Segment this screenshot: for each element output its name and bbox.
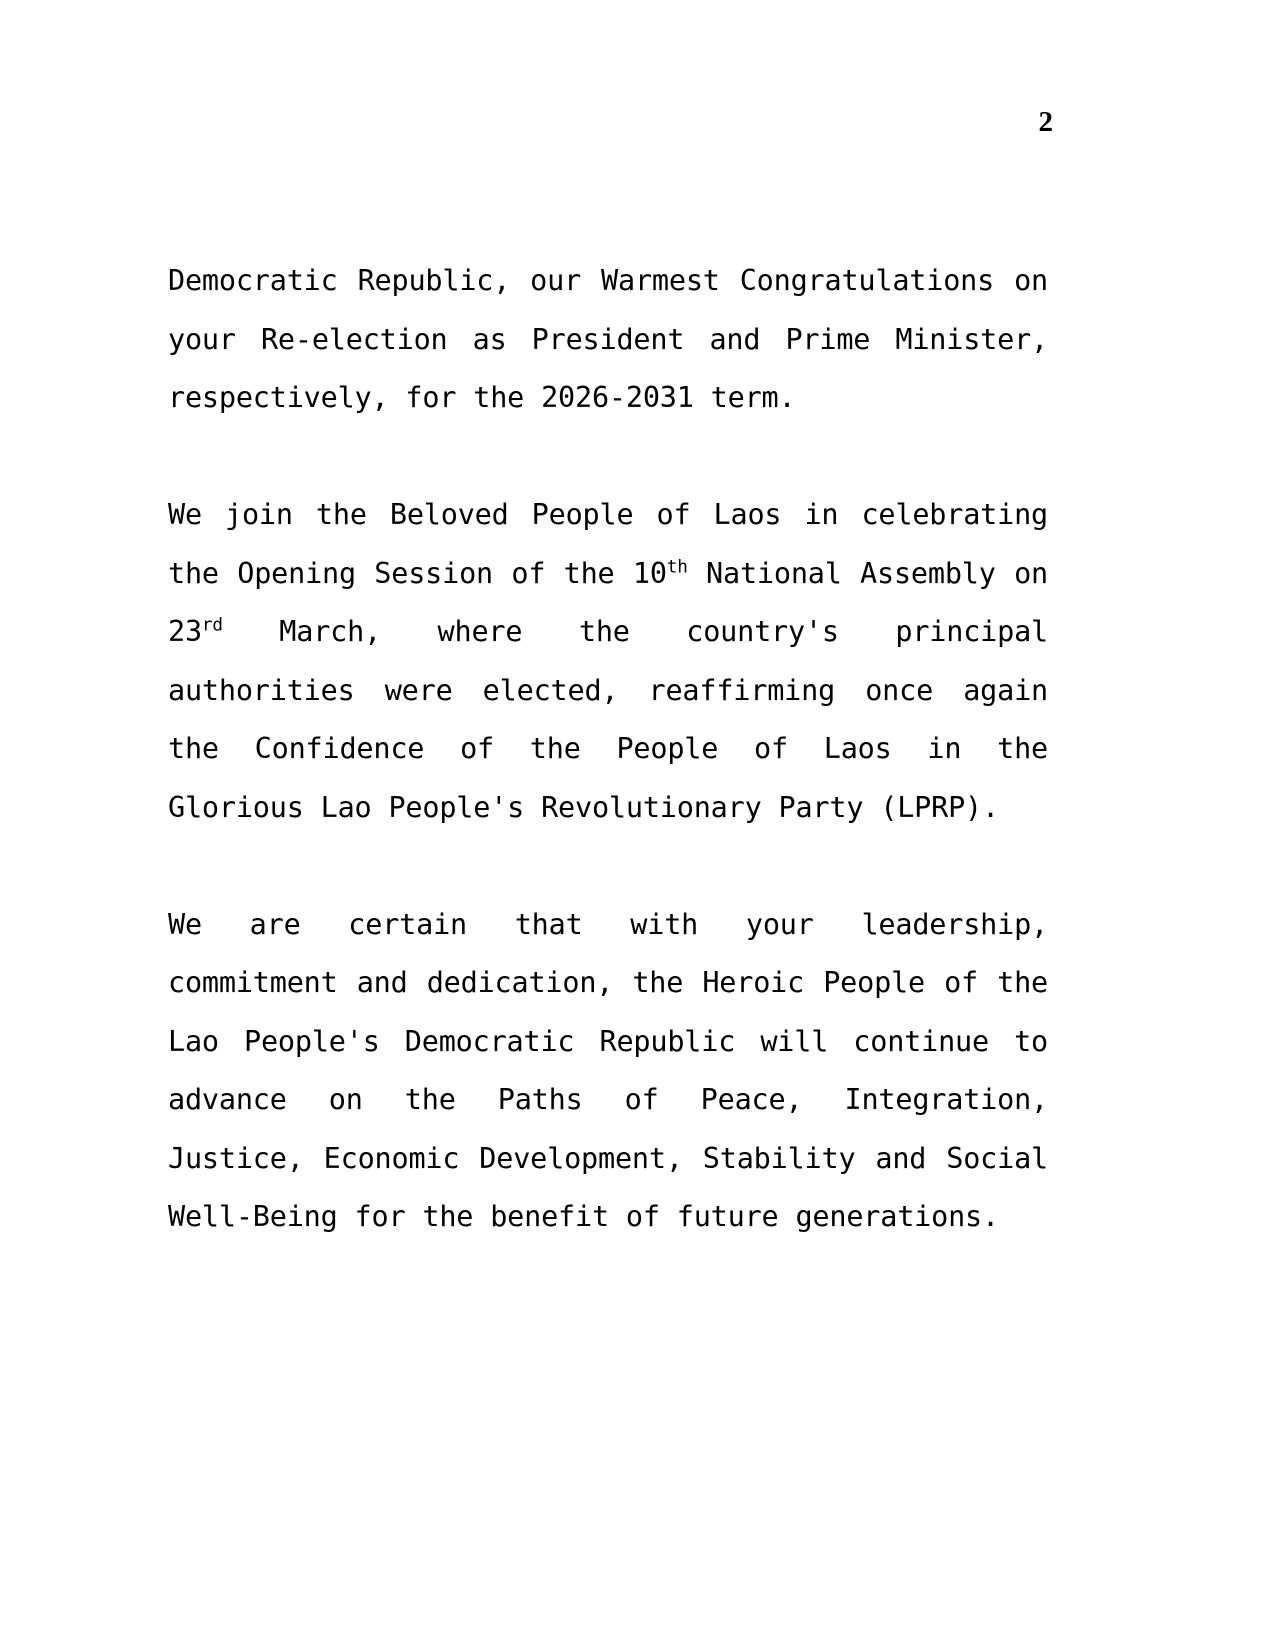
document-body [168,252,1048,1247]
ordinal-suffix-th: th [666,557,688,577]
paragraph-3: We are certain that with your leadership, commitment and dedication, the Heroic People of the Lao People's Democratic Republic will continue to advance on the Paths of Peace, Integration, Justice, Economic Development, Stability and Social Well-Being for the benefit of future generations. [168,907,1048,1233]
paragraph-2 [168,486,1048,837]
ordinal-suffix-rd: rd [201,615,223,636]
paragraph-2-segment-1: We join the Beloved People of Laos in celebrating the Opening Session of the 10 [168,498,1048,590]
paragraph-1: Democratic Republic, our Warmest Congratulations on your Re-election as President and Prime Minister, respectively, for the 2026-2031 term. [168,264,1048,414]
page-number: 2 [1038,106,1053,138]
paragraph-2-segment-2: National Assembly on 23 [168,556,1048,648]
paragraph-2-segment-3: March, where the country's principal authorities were elected, reaffirming once again the Confidence of the People of Laos in the Glorious Lao People's Revolutionary Party (LPRP). [168,615,1048,824]
